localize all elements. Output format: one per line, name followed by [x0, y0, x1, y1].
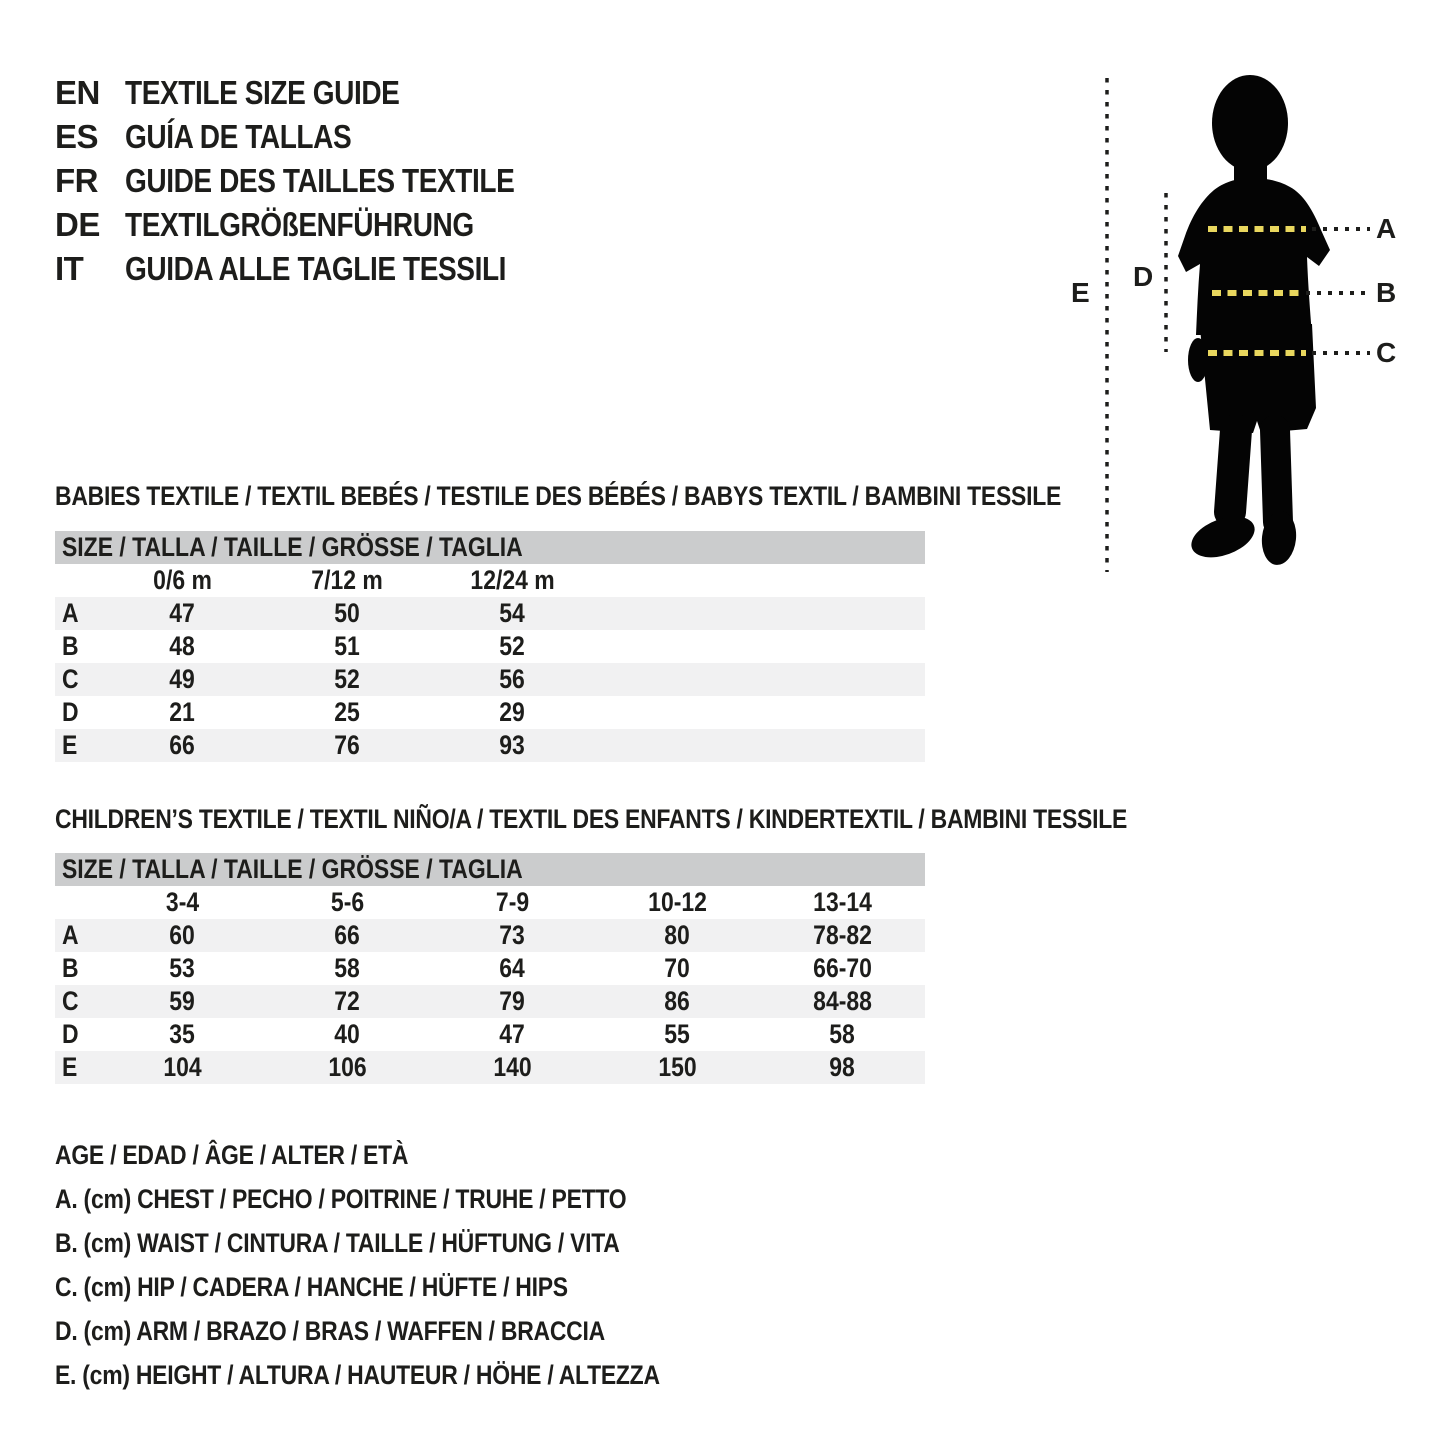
table-row — [55, 985, 925, 1018]
row-label: D — [62, 1019, 79, 1049]
language-row-it — [55, 247, 583, 291]
language-code: IT — [55, 250, 84, 287]
babies-section-title — [55, 481, 1239, 511]
table-cell: 49 — [169, 664, 196, 694]
table-row — [55, 597, 925, 630]
language-code: ES — [55, 118, 99, 155]
table-cell: 104 — [163, 1052, 202, 1082]
column-header: 0/6 m — [153, 565, 212, 595]
children-section-title — [55, 804, 1316, 834]
row-label: C — [62, 986, 79, 1016]
table-cell: 60 — [169, 920, 196, 950]
language-row-en — [55, 71, 583, 115]
row-label: E — [62, 730, 78, 760]
legend-line-arm: D. (cm) ARM / BRAZO / BRAS / WAFFEN / BRACCIA — [55, 1315, 605, 1346]
row-label: B — [62, 953, 79, 983]
table-cell: 52 — [334, 664, 361, 694]
table-cell: 78-82 — [813, 920, 872, 950]
figure-label-d: D — [1133, 261, 1154, 292]
table-cell: 35 — [169, 1019, 196, 1049]
figure-label-b: B — [1376, 277, 1397, 308]
column-header: 12/24 m — [470, 565, 555, 595]
table-cell: 80 — [664, 920, 691, 950]
legend-line-height: E. (cm) HEIGHT / ALTURA / HAUTEUR / HÖHE / ALTEZZA — [55, 1359, 660, 1390]
figure-label-c: C — [1376, 337, 1397, 368]
column-header: 13-14 — [813, 887, 872, 917]
table-row — [55, 663, 925, 696]
language-title: TEXTILE SIZE GUIDE — [125, 74, 400, 111]
language-row-de — [55, 203, 583, 247]
table-cell: 84-88 — [813, 986, 872, 1016]
table-cell: 70 — [664, 953, 691, 983]
row-label: B — [62, 631, 79, 661]
legend-line-age: AGE / EDAD / ÂGE / ALTER / ETÀ — [55, 1139, 409, 1170]
column-header: 5-6 — [330, 887, 365, 917]
language-title: TEXTILGRÖßENFÜHRUNG — [125, 206, 474, 243]
table-row — [55, 729, 925, 762]
children-table-header-label: SIZE / TALLA / TAILLE / GRÖSSE / TAGLIA — [62, 854, 523, 884]
figure-label-a: A — [1376, 213, 1397, 244]
table-cell: 53 — [169, 953, 196, 983]
language-code: FR — [55, 162, 98, 199]
language-row-fr — [55, 159, 583, 203]
table-row — [55, 630, 925, 663]
column-header: 10-12 — [648, 887, 707, 917]
table-cell: 76 — [334, 730, 361, 760]
table-cell: 40 — [334, 1019, 361, 1049]
table-cell: 58 — [829, 1019, 856, 1049]
table-row — [55, 1018, 925, 1051]
table-cell: 150 — [658, 1052, 697, 1082]
row-label: A — [62, 598, 79, 628]
table-cell: 54 — [499, 598, 526, 628]
table-cell: 66 — [334, 920, 361, 950]
language-code: DE — [55, 206, 100, 243]
table-cell: 72 — [334, 986, 361, 1016]
table-cell: 50 — [334, 598, 361, 628]
language-title: GUÍA DE TALLAS — [125, 118, 352, 155]
babies-table-header-bar — [55, 531, 925, 564]
legend-line-hip: C. (cm) HIP / CADERA / HANCHE / HÜFTE / HIPS — [55, 1271, 568, 1302]
table-cell: 47 — [169, 598, 196, 628]
children-size-table — [55, 853, 925, 1084]
column-header: 3-4 — [165, 887, 200, 917]
figure-label-e: E — [1071, 277, 1090, 308]
table-cell: 52 — [499, 631, 526, 661]
column-header: 7/12 m — [311, 565, 384, 595]
table-cell: 47 — [499, 1019, 526, 1049]
row-label: D — [62, 697, 79, 727]
language-code: EN — [55, 74, 100, 111]
table-cell: 59 — [169, 986, 196, 1016]
children-section-title-text: CHILDREN’S TEXTILE / TEXTIL NIÑO/A / TEXTIL DES ENFANTS / KINDERTEXTIL / BAMBINI TESSILE — [55, 804, 1128, 834]
table-cell: 55 — [664, 1019, 691, 1049]
table-row — [55, 696, 925, 729]
column-header: 7-9 — [495, 887, 530, 917]
row-label: C — [62, 664, 79, 694]
table-cell: 98 — [829, 1052, 856, 1082]
table-cell: 51 — [334, 631, 361, 661]
table-cell: 25 — [334, 697, 361, 727]
table-cell: 21 — [169, 697, 196, 727]
table-cell: 66 — [169, 730, 196, 760]
table-cell: 48 — [169, 631, 196, 661]
table-cell: 86 — [664, 986, 691, 1016]
table-cell: 79 — [499, 986, 526, 1016]
table-cell: 29 — [499, 697, 526, 727]
table-cell: 64 — [499, 953, 526, 983]
table-cell: 140 — [493, 1052, 532, 1082]
measurement-legend — [55, 1133, 766, 1397]
table-cell: 58 — [334, 953, 361, 983]
legend-line-waist: B. (cm) WAIST / CINTURA / TAILLE / HÜFTUNG / VITA — [55, 1227, 620, 1258]
table-cell: 66-70 — [813, 953, 872, 983]
legend-line-chest: A. (cm) CHEST / PECHO / POITRINE / TRUHE / PETTO — [55, 1183, 627, 1214]
table-cell: 56 — [499, 664, 526, 694]
language-title-block — [55, 71, 583, 291]
row-label: E — [62, 1052, 78, 1082]
table-row — [55, 952, 925, 985]
table-row — [55, 919, 925, 952]
table-row — [55, 1051, 925, 1084]
children-table-header-bar — [55, 853, 925, 886]
babies-column-header-row — [55, 564, 925, 597]
table-cell: 73 — [499, 920, 526, 950]
row-label: A — [62, 920, 79, 950]
language-title: GUIDA ALLE TAGLIE TESSILI — [125, 250, 507, 287]
babies-section-title-text: BABIES TEXTILE / TEXTIL BEBÉS / TESTILE DES BÉBÉS / BABYS TEXTIL / BAMBINI TESSILE — [55, 481, 1062, 511]
language-title: GUIDE DES TAILLES TEXTILE — [125, 162, 515, 199]
language-row-es — [55, 115, 583, 159]
babies-table-header-label: SIZE / TALLA / TAILLE / GRÖSSE / TAGLIA — [62, 532, 523, 562]
table-cell: 106 — [328, 1052, 367, 1082]
babies-size-table — [55, 531, 925, 762]
table-cell: 93 — [499, 730, 526, 760]
children-column-header-row — [55, 886, 925, 919]
